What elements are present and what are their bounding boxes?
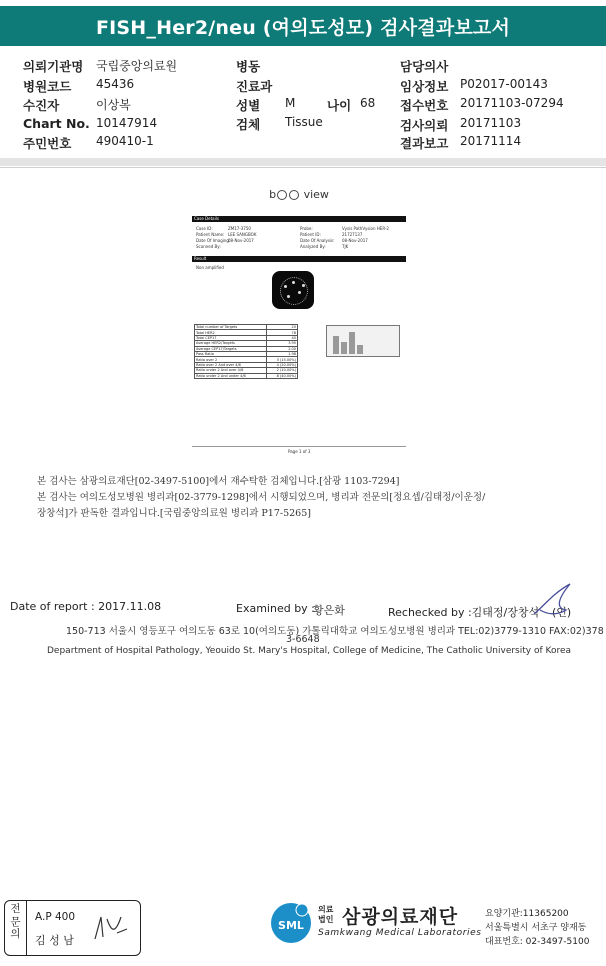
table-cell-label: Ratio under 2 And over 4/6 [195,368,267,373]
brand-prefix-2: 법인 [318,915,334,924]
dept-label: 진료과 [236,79,273,94]
brand-prefix-1: 의료 [318,905,334,914]
chart-label: Chart No. [23,116,90,131]
note-line-3: 장창석]가 판독한 결과입니다.[국립중앙의료원 병리과 P17-5265] [37,508,311,519]
bioview-report-scan [192,176,406,458]
header-divider-line [0,167,606,168]
examined-by-label: Examined by : [236,602,315,615]
table-cell-label: Total number of Targets [195,325,267,330]
date-of-report: Date of report : 2017.11.08 [10,600,162,613]
table-cell-value: 20 [267,325,298,330]
table-cell-value: 3.95 [267,341,298,346]
probe-label: Probe: [300,226,313,231]
analyzed-label: Analyzed By: [300,244,326,249]
case-id-value: ZM17-3750 [228,226,251,231]
scan-page-number: Page 1 of 3 [288,449,311,454]
report-value: 20171114 [460,134,522,148]
table-cell-value: 3 (15.00%) [267,357,298,362]
brand-english: Samkwang Medical Laboratories [318,928,482,938]
table-cell-label: Average HER2/Targets [195,341,267,346]
examiner-name: 황은화 [313,604,345,617]
hospital-code-value: 45436 [96,77,135,91]
bioview-logo [192,188,406,201]
department-line: Department of Hospital Pathology, Yeouido St. Mary's Hospital, College of Medicine, The Catholic University of Korea [47,646,572,656]
specimen-label: 검체 [236,117,261,132]
table-cell-value: 8 (40.00%) [267,373,298,378]
analyzed-value: TJK [342,244,349,249]
patient-id-value: 21727137 [342,232,363,237]
brand-name: 삼광의료재단 [342,906,459,928]
scanned-label: Scanned By: [196,244,221,249]
fish-cell-image [272,271,314,309]
date-imaging-value: 08-Nov-2017 [228,238,254,243]
age-value: 68 [360,96,376,110]
patient-name-label: Patient Name: [196,232,225,237]
resident-value: 490410-1 [96,134,154,148]
address-line-1: 150-713 서울시 영등포구 여의도동 63로 10(여의도동) 가톨릭대학교 여의도성모병원 병리과 TEL:02)3779-1310 FAX:02)378 [66,626,604,637]
ward-label: 병동 [236,59,261,74]
table-cell-label: Total CEP17 [195,335,267,340]
doctor-label: 담당의사 [400,59,449,74]
probe-value: Vysis PathVysion HER-2 [342,226,389,231]
request-value: 20171103 [460,116,522,130]
date-imaging-label: Date Of Imaging: [196,238,231,243]
stamp-vertical-label [5,901,27,955]
header-divider [0,158,606,166]
address-line-2: 3-6648 [286,634,320,645]
date-analysis-label: Date Of Analysis: [300,238,335,243]
request-label: 검사의뢰 [400,118,449,133]
note-line-2: 본 검사는 여의도성모병원 병리과[02-3779-1298]에서 시행되었으며, 병리과 전문의[정요셉/김태정/이운정/ [37,492,486,503]
chart-value: 10147914 [96,116,158,130]
table-cell-label: Ratio over 2 [195,357,267,362]
report-title: FISH_Her2/neu (여의도성모) 검사결과보고서 [0,6,606,46]
sex-value: M [285,96,296,110]
brand-info-3: 대표번호: 02-3497-5100 [485,937,590,947]
stamp-name: 김 성 남 [35,934,74,947]
patient-name-value: LEE SANGBOK [228,232,257,237]
stamp-signature [91,911,131,947]
specimen-value: Tissue [285,115,323,129]
brand-info-1: 요양기관:11365200 [485,909,569,919]
clinical-value: P02017-00143 [460,77,548,91]
receipt-value: 20171103-07294 [460,96,564,110]
logo-text-left: b [269,188,277,201]
signature-scribble [530,580,578,620]
brand-info-2: 서울특별시 서초구 양재동 [485,923,587,933]
table-row [195,373,298,378]
table-cell-value: 4 (20.00%) [267,362,298,367]
sml-logo [270,902,312,944]
stamp-ap: A.P 400 [35,911,76,923]
institution-label: 의뢰기관명 [23,59,84,74]
table-cell-label: Ratio over 2 And over 4/6 [195,362,267,367]
report-label: 결과보고 [400,136,449,151]
sml-logo-text: SML [278,919,304,932]
age-label: 나이 [327,98,352,113]
case-details-heading: Case Details [194,216,219,221]
resident-label: 주민번호 [23,136,72,151]
table-cell-value: 1.98 [267,351,298,356]
scan-page-divider [192,446,406,447]
table-cell-label: Average CEP17/Targets [195,346,267,351]
fish-ratio-plot [326,325,400,357]
result-value: Non amplified [196,265,224,270]
patient-value: 이상복 [96,98,131,112]
patient-label: 수진자 [23,98,60,113]
table-cell-label: Ratio under 2 And under 4/6 [195,373,267,378]
table-cell-value: 2.00 [267,346,298,351]
table-cell-value: 2 (10.00%) [267,368,298,373]
institution-value: 국립중앙의료원 [96,59,178,73]
patient-id-label: Patient ID: [300,232,321,237]
case-details-bar [192,216,406,222]
case-id-label: Case ID: [196,226,213,231]
table-cell-label: Pass Ratio [195,351,267,356]
fish-result-table [194,324,298,379]
logo-text-right: view [303,188,329,201]
clinical-label: 임상정보 [400,79,449,94]
rechecked-by: Rechecked by :김태정/장창석 [388,606,540,619]
result-heading: Result [194,256,207,261]
hospital-code-label: 병원코드 [23,79,72,94]
note-line-1: 본 검사는 삼광의료재단[02-3497-5100]에서 재수탁한 검체입니다.[삼광 1103-7294] [37,476,400,487]
table-cell-value: 40 [267,335,298,340]
table-cell-label: Total HER2 [195,330,267,335]
specialist-stamp [4,900,141,956]
date-analysis-value: 08-Nov-2017 [342,238,368,243]
receipt-label: 접수번호 [400,98,449,113]
result-bar [192,256,406,262]
table-cell-value: 78 [267,330,298,335]
sex-label: 성별 [236,98,261,113]
seal-mark: (인) [552,606,572,619]
stamp-vertical-text: 전문의 [10,903,21,940]
